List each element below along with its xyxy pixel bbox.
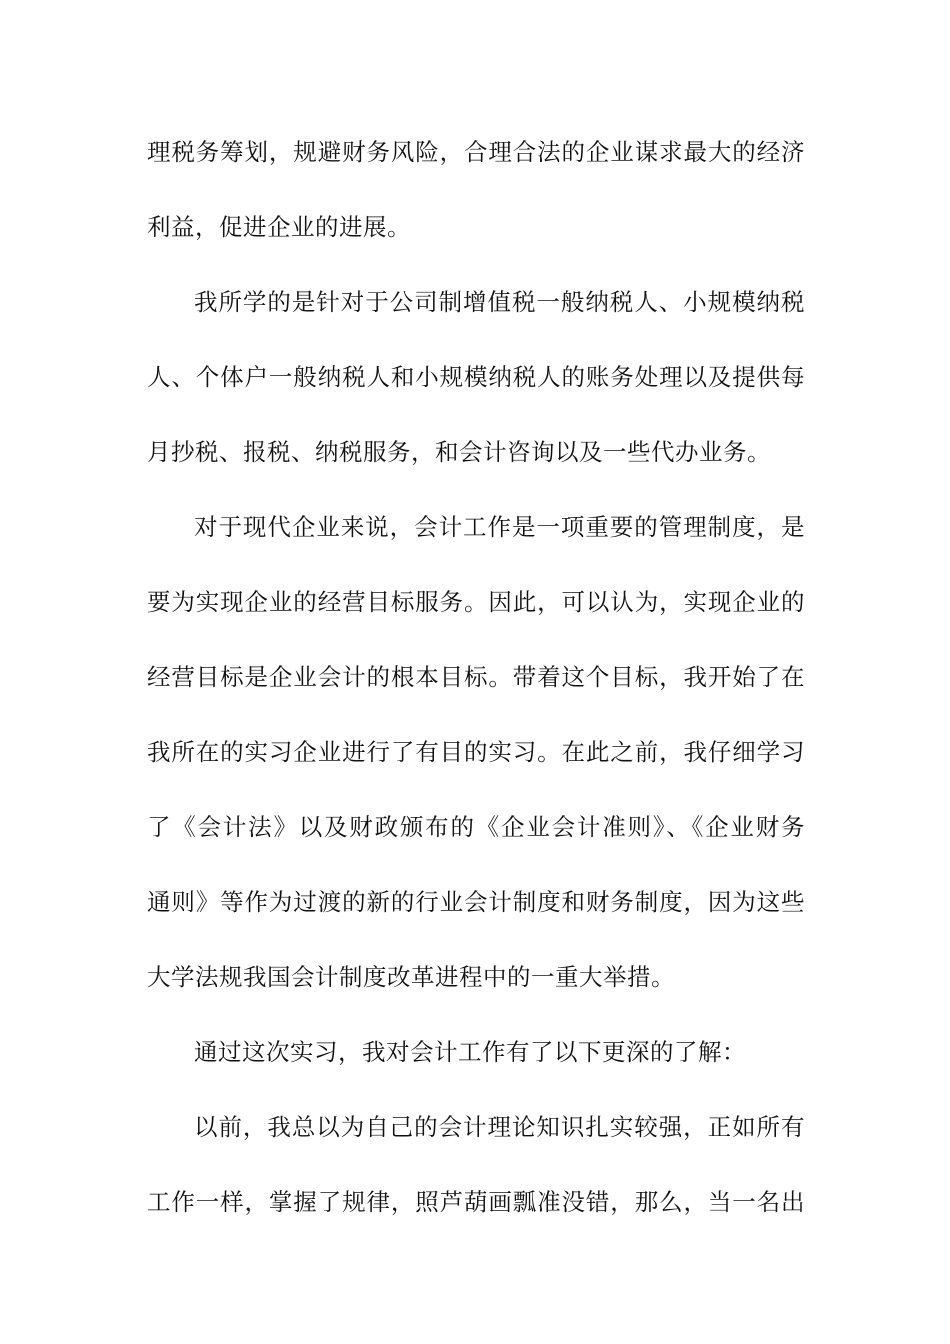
paragraph-first-line: 以前，我总以为自己的会计理论知识扎实较强，正如所有 (194, 1113, 805, 1141)
text-line: 理税务筹划，规避财务风险，合理合法的企业谋求最大的经济 (147, 138, 805, 166)
text-line: 大学法规我国会计制度改革进程中的一重大举措。 (147, 963, 675, 991)
text-line: 经营目标是企业会计的根本目标。带着这个目标，我开始了在 (147, 663, 805, 691)
text-line: 了《会计法》以及财政颁布的《企业会计准则》、《企业财务 (147, 813, 805, 841)
text-line: 要为实现企业的经营目标服务。因此，可以认为，实现企业的 (147, 588, 805, 616)
text-line: 工作一样，掌握了规律，照芦葫画瓢准没错，那么，当一名出 (147, 1188, 805, 1216)
text-line: 我所在的实习企业进行了有目的实习。在此之前，我仔细学习 (147, 738, 805, 766)
text-line: 月抄税、报税、纳税服务，和会计咨询以及一些代办业务。 (147, 438, 771, 466)
paragraph-first-line: 通过这次实习，我对会计工作有了以下更深的了解： (194, 1038, 746, 1066)
text-line: 通则》等作为过渡的新的行业会计制度和财务制度，因为这些 (147, 888, 805, 916)
text-line: 利益，促进企业的进展。 (147, 213, 411, 241)
paragraph-first-line: 对于现代企业来说，会计工作是一项重要的管理制度，是 (194, 513, 805, 541)
text-line: 人、个体户一般纳税人和小规模纳税人的账务处理以及提供每 (147, 363, 805, 391)
paragraph-first-line: 我所学的是针对于公司制增值税一般纳税人、小规模纳税 (194, 288, 805, 316)
